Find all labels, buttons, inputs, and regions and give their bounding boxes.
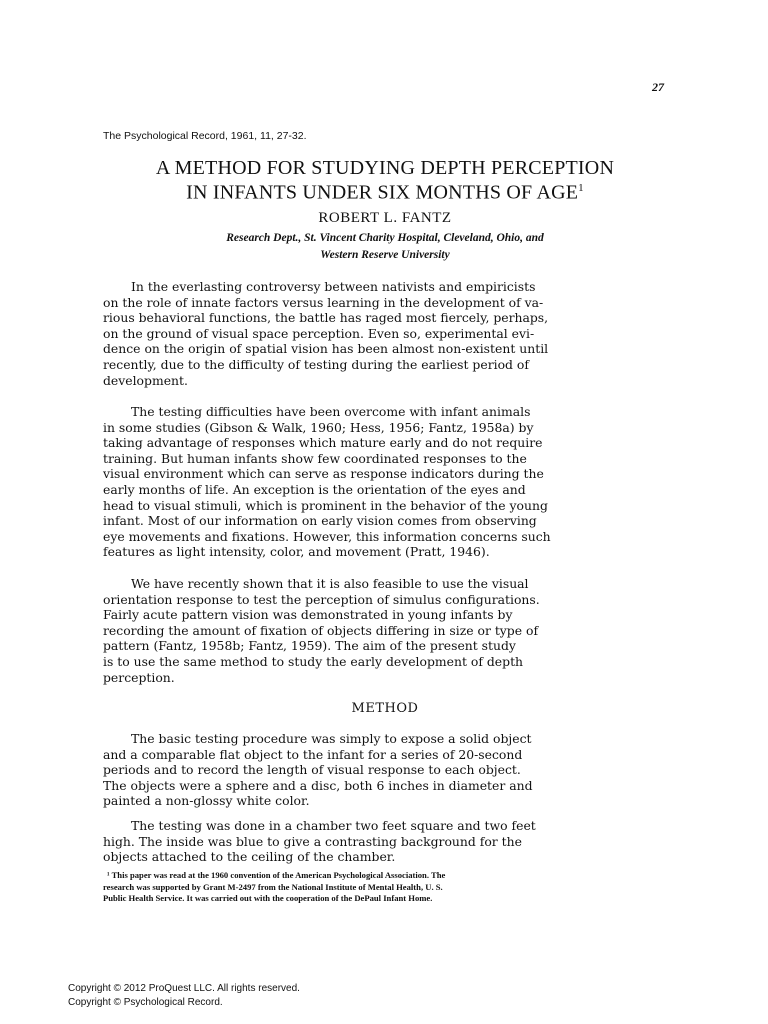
paragraph-line: perception. <box>103 669 175 685</box>
paragraph-pattern-vision <box>103 576 612 685</box>
paragraph-line: Fairly acute pattern vision was demonstrated in young infants by <box>103 607 513 623</box>
paragraph-line: infant. Most of our information on early vision comes from observing <box>103 513 537 529</box>
paragraph-line: development. <box>103 372 188 388</box>
paragraph-line: taking advantage of responses which mature early and do not require <box>103 435 543 451</box>
paragraph-line: in some studies (Gibson & Walk, 1960; Hess, 1956; Fantz, 1958a) by <box>103 419 534 435</box>
paragraph-intro <box>103 279 612 388</box>
article-title <box>90 158 680 203</box>
paragraph-line: features as light intensity, color, and movement (Pratt, 1946). <box>103 544 490 560</box>
footnote-line: research was supported by Grant M-2497 from the National Institute of Mental Health, U. S. <box>103 881 443 892</box>
paragraph-line: orientation response to test the perception of simulus configurations. <box>103 591 540 607</box>
paragraph-line: periods and to record the length of visual response to each object. <box>103 762 521 778</box>
title-line-1: A METHOD FOR STUDYING DEPTH PERCEPTION <box>155 157 615 179</box>
footnote-line: ¹ This paper was read at the 1960 convention of the American Psychological Association. The <box>107 870 446 880</box>
paragraph-line: and a comparable flat object to the infant for a series of 20-second <box>103 746 523 762</box>
paragraph-line: visual environment which can serve as response indicators during the <box>103 466 544 482</box>
paragraph-line: on the role of innate factors versus learning in the development of va- <box>103 294 544 310</box>
affiliation-line-1: Research Dept., St. Vincent Charity Hospital, Cleveland, Ohio, and <box>226 232 544 244</box>
footnote <box>103 870 612 905</box>
paragraph-line: We have recently shown that it is also feasible to use the visual <box>131 576 529 591</box>
copyright-line-1: Copyright © 2012 ProQuest LLC. All rights reserved. <box>68 983 300 994</box>
affiliation-line-2: Western Reserve University <box>320 249 450 261</box>
paragraph-line: In the everlasting controversy between nativists and empiricists <box>131 279 536 294</box>
title-line-2 <box>90 178 680 203</box>
paragraph-line: painted a non-glossy white color. <box>103 793 310 809</box>
paragraph-line: dence on the origin of spatial vision has been almost non-existent until <box>103 341 549 357</box>
title-line-2-text: IN INFANTS UNDER SIX MONTHS OF AGE <box>186 181 579 204</box>
paragraph-line: training. But human infants show few coordinated responses to the <box>103 450 527 466</box>
page-number: 27 <box>652 80 664 94</box>
footnote-line: Public Health Service. It was carried out with the cooperation of the DePaul Infant Home. <box>103 893 433 903</box>
copyright-line-2: Copyright © Psychological Record. <box>68 997 223 1008</box>
paragraph-line: recording the amount of fixation of objects differing in size or type of <box>103 622 539 638</box>
paragraph-chamber <box>103 818 612 865</box>
paragraph-line: early months of life. An exception is the orientation of the eyes and <box>103 481 526 497</box>
paragraph-line: eye movements and fixations. However, this information concerns such <box>103 528 551 544</box>
paragraph-procedure <box>103 731 612 809</box>
paragraph-line: head to visual stimuli, which is prominent in the behavior of the young <box>103 497 548 513</box>
paragraph-line: high. The inside was blue to give a contrasting background for the <box>103 833 522 849</box>
paragraph-line: objects attached to the ceiling of the chamber. <box>103 849 396 865</box>
paragraph-line: The testing difficulties have been overcome with infant animals <box>131 404 531 419</box>
title-footnote-marker: 1 <box>578 182 584 194</box>
paragraph-testing-difficulties <box>103 404 612 560</box>
paragraph-line: The testing was done in a chamber two feet square and two feet <box>131 818 536 833</box>
section-heading-method: METHOD <box>351 701 419 716</box>
paragraph-line: on the ground of visual space perception. Even so, experimental evi- <box>103 325 535 341</box>
paragraph-line: The objects were a sphere and a disc, both 6 inches in diameter and <box>103 777 533 793</box>
paragraph-line: recently, due to the difficulty of testing during the earliest period of <box>103 356 529 372</box>
author-name: ROBERT L. FANTZ <box>318 210 452 226</box>
paragraph-line: is to use the same method to study the early development of depth <box>103 653 524 669</box>
author-affiliation <box>100 230 670 264</box>
copyright-notice <box>68 982 300 1010</box>
paragraph-line: pattern (Fantz, 1958b; Fantz, 1959). The aim of the present study <box>103 638 516 654</box>
journal-citation: The Psychological Record, 1961, 11, 27-32. <box>103 130 307 142</box>
paragraph-line: The basic testing procedure was simply to expose a solid object <box>131 731 532 746</box>
paragraph-line: rious behavioral functions, the battle has raged most fiercely, perhaps, <box>103 310 549 326</box>
